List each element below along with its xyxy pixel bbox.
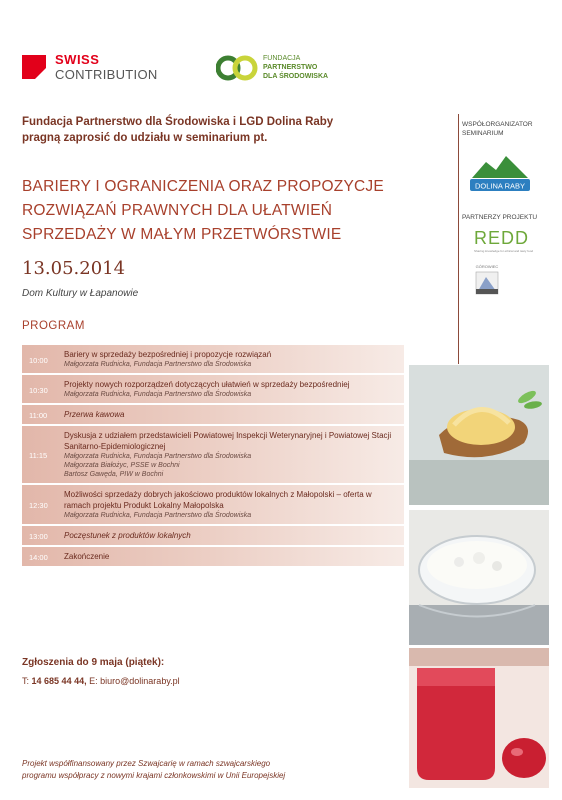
program-item-time: 11:15	[29, 451, 48, 460]
program-heading: PROGRAM	[22, 320, 85, 332]
svg-text:DOLINA RABY: DOLINA RABY	[474, 181, 526, 191]
svg-text:GÓROWIEC: GÓROWIEC	[475, 264, 499, 269]
program-table	[22, 345, 404, 568]
program-row-content	[64, 375, 404, 403]
program-row	[22, 405, 404, 426]
fps-logo-icon	[216, 55, 258, 81]
partners-heading: PARTNERZY PROJEKTU	[462, 214, 538, 221]
seminar-title: BARIERY I OGRANICZENIA ORAZ PROPOZYCJE ROZWIĄZAŃ PRAWNYCH DLA UŁATWIEŃ SPRZEDAŻY W MAŁYM PRZETWÓRSTWIE	[22, 178, 384, 243]
event-venue: Dom Kultury w Łapanowie	[22, 288, 139, 299]
program-item-time: 13:00	[29, 532, 48, 541]
program-item-speaker: Małgorzata Rudnicka, Fundacja Partnerstwo dla Środowiska	[64, 512, 252, 519]
registration-deadline: Zgłoszenia do 9 maja (piątek):	[22, 657, 165, 668]
email-label: E:	[89, 676, 98, 686]
program-item-title: Poczęstunek z produktów lokalnych	[64, 531, 191, 540]
program-item-time: 10:00	[29, 356, 48, 365]
program-item-speaker: Małgorzata Białożyc, PSSE w Bochni	[64, 462, 180, 469]
program-row	[22, 526, 404, 547]
program-item-time: 14:00	[29, 553, 48, 562]
redd-logo: REDD	[474, 228, 530, 248]
swiss-logo-line1: SWISS	[55, 52, 100, 67]
invitation-text: Fundacja Partnerstwo dla Środowiska i LGD Dolina Raby pragną zaprosić do udziału w seminarium pt.	[22, 116, 334, 144]
program-row	[22, 485, 404, 526]
program-row	[22, 345, 404, 375]
contact-info	[22, 676, 180, 686]
program-row-content	[64, 526, 404, 545]
program-item-speaker: Małgorzata Rudnicka, Fundacja Partnerstwo dla Środowiska	[64, 361, 252, 368]
cottage-cheese-photo	[409, 510, 549, 645]
program-item-time: 10:30	[29, 386, 48, 395]
program-row	[22, 426, 404, 485]
program-row-content	[64, 405, 404, 424]
swiss-flag-logo	[22, 55, 46, 79]
phone-number[interactable]: 14 685 44 44,	[31, 676, 87, 686]
program-item-title: Dyskusja z udziałem przedstawicieli Powiatowej Inspekcji Weterynaryjnej i Powiatowej Stacji Sanitarno-Epidemiologicznej	[64, 431, 392, 451]
program-row-content	[64, 547, 404, 566]
program-row-content	[64, 426, 404, 483]
program-row-content	[64, 345, 404, 373]
program-item-speaker: Bartosz Gawęda, PIW w Bochni	[64, 471, 164, 478]
program-row-content	[64, 485, 404, 524]
redd-tagline: Sharing knowledge for ethical and tasty food	[474, 249, 534, 253]
program-item-title: Zakończenie	[64, 552, 110, 561]
event-date: 13.05.2014	[22, 258, 126, 279]
phone-label: T:	[22, 676, 30, 686]
program-item-title: Możliwości sprzedaży dobrych jakościowo produktów lokalnych z Małopolski – oferta w ramach projektu Produkt Lokalny Małopolska	[64, 490, 372, 510]
program-item-speaker: Małgorzata Rudnicka, Fundacja Partnerstwo dla Środowiska	[64, 453, 252, 460]
gorowiec-logo-icon	[472, 263, 502, 297]
fps-logo-text: FUNDACJA PARTNERSTWO DLA ŚRODOWISKA	[263, 55, 329, 80]
program-item-time: 12:30	[29, 501, 48, 510]
program-row	[22, 375, 404, 405]
program-item-title: Projekty nowych rozporządzeń dotyczących ułatwień w sprzedaży bezpośredniej	[64, 380, 350, 389]
cofinancing-note: Projekt współfinansowany przez Szwajcarię w ramach szwajcarskiego programu współpracy z nowymi krajami członkowskimi w Unii Europejskiej	[22, 759, 286, 780]
program-row	[22, 547, 404, 568]
program-item-title: Bariery w sprzedaży bezpośredniej i propozycje rozwiązań	[64, 350, 272, 359]
butter-photo	[409, 365, 549, 505]
coorganizer-label: WSPÓŁORGANIZATOR SEMINARIUM	[462, 121, 533, 137]
email-link[interactable]: biuro@dolinaraby.pl	[100, 676, 180, 686]
program-item-time: 11:00	[29, 411, 48, 420]
swiss-logo-line2: CONTRIBUTION	[55, 67, 158, 82]
dolina-raby-logo-icon	[468, 148, 532, 198]
program-item-title: Przerwa kawowa	[64, 410, 125, 419]
sidebar-divider	[458, 114, 459, 364]
jam-photo	[409, 648, 549, 788]
program-item-speaker: Małgorzata Rudnicka, Fundacja Partnerstwo dla Środowiska	[64, 391, 252, 398]
